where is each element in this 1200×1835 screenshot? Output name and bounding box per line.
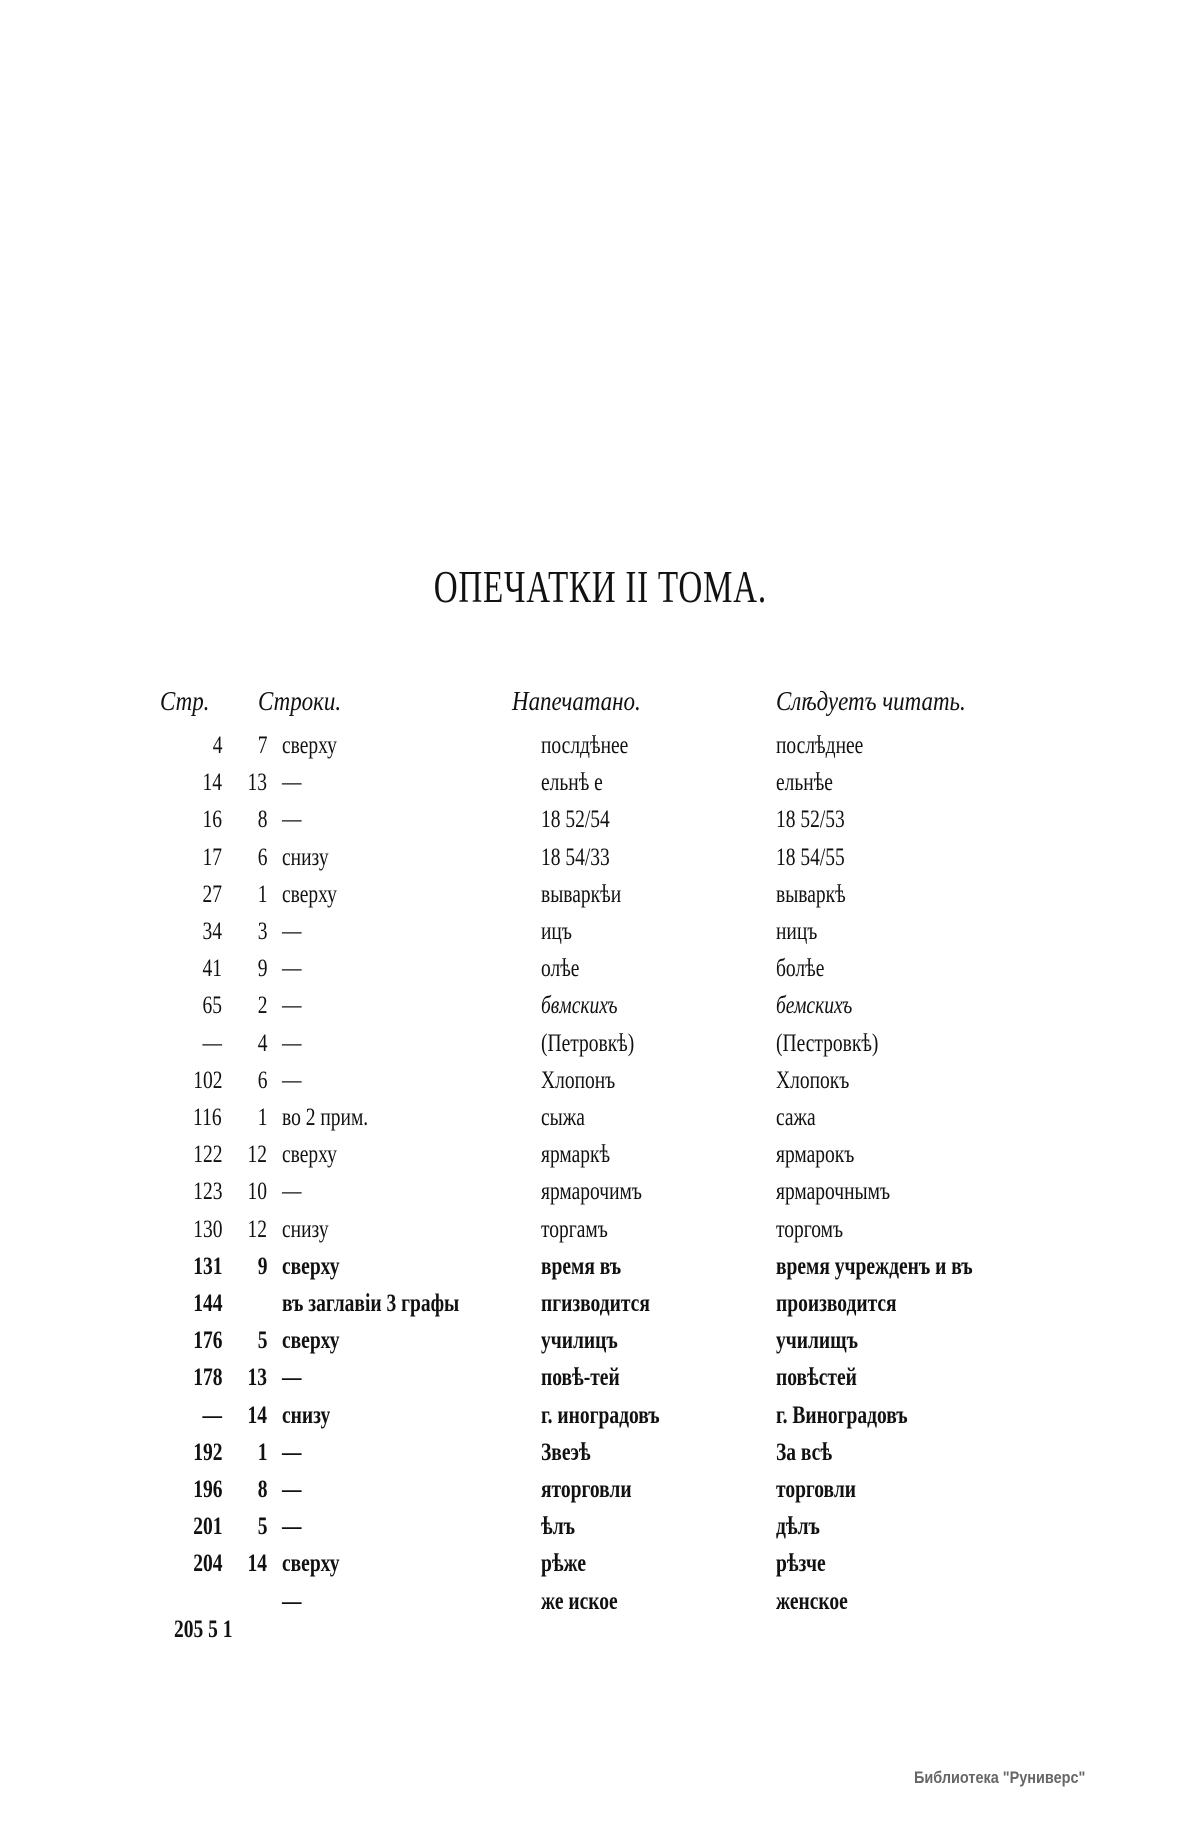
page-number: 144 <box>192 1290 222 1317</box>
correct-text: ярмарочнымъ <box>776 1178 891 1206</box>
printed-text: ярмарочимъ <box>541 1178 642 1206</box>
line-position: — <box>282 1513 302 1541</box>
page-number: 14 <box>202 769 222 797</box>
correct-text: сажа <box>776 1104 816 1131</box>
line-number: 6 <box>257 843 267 871</box>
table-row <box>0 769 1200 806</box>
line-number: 1 <box>257 1438 267 1466</box>
correct-text: время учрежденъ и въ <box>776 1252 973 1280</box>
page-number: 65 <box>202 992 222 1020</box>
printed-text: ельнѣ е <box>541 769 603 797</box>
line-position: — <box>282 1029 302 1057</box>
table-row <box>0 806 1200 843</box>
line-number: 8 <box>257 1476 267 1503</box>
correct-text: ярмарокъ <box>776 1141 855 1169</box>
line-number: 13 <box>247 769 267 797</box>
line-position: — <box>282 1178 302 1206</box>
table-row <box>0 1030 1200 1067</box>
page-number: — <box>202 1029 222 1057</box>
table-row <box>0 1327 1200 1364</box>
table-row <box>0 1178 1200 1215</box>
printed-text: Звеэѣ <box>541 1438 591 1466</box>
page-title: ОПЕЧАТКИ II ТОМА. <box>433 561 767 612</box>
correct-text: болѣе <box>776 955 825 983</box>
line-position: сверху <box>282 1141 337 1169</box>
page-number: 131 <box>192 1252 222 1280</box>
line-position: — <box>282 955 302 983</box>
table-row <box>0 1513 1200 1550</box>
line-number: 5 <box>257 1327 267 1355</box>
correct-text: 18 52/53 <box>776 806 845 834</box>
correct-text: торгомъ <box>776 1215 844 1243</box>
header-printed: Напечатано. <box>512 686 641 716</box>
table-row <box>0 1476 1200 1513</box>
page-number: 116 <box>193 1104 222 1131</box>
header-lines: Строки. <box>258 686 342 716</box>
line-number: 6 <box>257 1066 267 1094</box>
line-position: сверху <box>282 1550 340 1578</box>
printed-text: яторговли <box>541 1476 632 1503</box>
page-number: 196 <box>192 1476 222 1503</box>
page-number: 178 <box>192 1364 222 1392</box>
correct-text: г. Виноградовъ <box>776 1401 908 1429</box>
line-position: во 2 прим. <box>282 1104 369 1131</box>
correct-text: ницъ <box>776 918 818 945</box>
printed-text: пгизводится <box>541 1290 650 1317</box>
line-number: 10 <box>247 1178 267 1206</box>
correct-text: дѣлъ <box>776 1513 820 1541</box>
table-row <box>0 1290 1200 1327</box>
correct-text: торговли <box>776 1476 857 1503</box>
line-number: 3 <box>257 918 267 945</box>
correct-text: женское <box>776 1587 848 1615</box>
table-row <box>0 1364 1200 1401</box>
printed-text: (Петровкѣ) <box>541 1029 635 1057</box>
line-number: 5 <box>257 1513 267 1541</box>
printed-text: ѣлъ <box>541 1513 576 1541</box>
line-position: снизу <box>282 1401 331 1429</box>
table-row <box>0 1216 1200 1253</box>
line-position: — <box>282 1476 302 1503</box>
line-position: сверху <box>282 732 337 759</box>
line-number: 1 <box>257 880 267 908</box>
page-number: 102 <box>192 1066 222 1094</box>
line-number: 14 <box>247 1550 267 1578</box>
line-number: 12 <box>247 1215 267 1243</box>
printed-text: ярмаркѣ <box>541 1141 611 1169</box>
printed-text: училицъ <box>541 1327 618 1355</box>
printed-text: рѣже <box>541 1550 587 1578</box>
page-number: — <box>202 1401 222 1429</box>
printed-text: вываркѣи <box>541 880 622 908</box>
page-number: 201 <box>192 1513 222 1541</box>
page-number: 122 <box>192 1141 222 1169</box>
page-number: 204 <box>192 1550 222 1578</box>
table-row <box>0 1104 1200 1141</box>
line-number: 2 <box>257 992 267 1020</box>
line-number: 9 <box>257 955 267 983</box>
watermark: Библиотека "Руниверс" <box>914 1768 1086 1787</box>
correct-text: 18 54/55 <box>776 843 845 871</box>
line-position: снизу <box>282 843 329 871</box>
table-row <box>0 1253 1200 1290</box>
page-number: 17 <box>202 843 222 871</box>
line-position: — <box>282 806 302 834</box>
table-row <box>0 1550 1200 1587</box>
correct-text: бемскихъ <box>776 992 853 1020</box>
line-position: — <box>282 769 302 797</box>
table-row <box>0 992 1200 1029</box>
printed-text: торгамъ <box>541 1215 608 1243</box>
page-number: 192 <box>192 1438 222 1466</box>
line-number: 7 <box>257 732 267 759</box>
line-number: 14 <box>247 1401 267 1429</box>
line-position: сверху <box>282 880 337 908</box>
line-number: 8 <box>257 806 267 834</box>
page-number: 34 <box>202 918 222 945</box>
table-row <box>0 732 1200 769</box>
line-position: сверху <box>282 1327 340 1355</box>
printed-text: г. иноградовъ <box>541 1401 660 1429</box>
printed-text: ицъ <box>541 918 572 945</box>
line-number: 1 <box>257 1104 267 1131</box>
line-number: 4 <box>257 1029 267 1057</box>
line-number: 13 <box>247 1364 267 1392</box>
table-row <box>0 1067 1200 1104</box>
line-position: — <box>282 1364 302 1392</box>
printed-text: 18 54/33 <box>541 843 610 871</box>
correct-text: рѣзче <box>776 1550 826 1578</box>
correct-text: (Пестровкѣ) <box>776 1029 879 1057</box>
page-number: 130 <box>192 1215 222 1243</box>
printed-text: послдѣнее <box>541 732 629 759</box>
correct-text: вываркѣ <box>776 880 846 908</box>
line-position: — <box>282 1438 302 1466</box>
page-number: 16 <box>202 806 222 834</box>
page-number: 123 <box>192 1178 222 1206</box>
correct-text: Хлопокъ <box>776 1066 850 1094</box>
line-position: въ заглавіи 3 графы <box>282 1290 460 1317</box>
line-position: — <box>282 1587 302 1615</box>
table-row <box>0 1439 1200 1476</box>
line-position: — <box>282 1066 302 1094</box>
printed-text: сыжа <box>541 1104 585 1131</box>
last-line: 205 5 1 <box>174 1616 233 1643</box>
table-row <box>0 844 1200 881</box>
printed-text: олѣе <box>541 955 580 983</box>
header-page: Стр. <box>160 686 210 716</box>
page-number: 176 <box>192 1327 222 1355</box>
page-number: 27 <box>202 880 222 908</box>
printed-text: повѣ-тей <box>541 1364 620 1392</box>
correct-text: послѣднее <box>776 732 864 759</box>
line-number: 12 <box>247 1141 267 1169</box>
table-row <box>0 881 1200 918</box>
correct-text: производится <box>776 1290 897 1317</box>
table-row <box>0 955 1200 992</box>
printed-text: 18 52/54 <box>541 806 610 834</box>
page-number: 4 <box>212 732 222 759</box>
line-position: снизу <box>282 1215 329 1243</box>
table-row <box>0 1402 1200 1439</box>
table-row <box>0 1141 1200 1178</box>
correct-text: повѣстей <box>776 1364 857 1392</box>
table-row <box>0 918 1200 955</box>
correct-text: ельнѣе <box>776 769 833 797</box>
header-correct: Слѣдуетъ читать. <box>776 686 966 716</box>
line-position: — <box>282 918 302 945</box>
page-number: 41 <box>202 955 222 983</box>
correct-text: За всѣ <box>776 1438 833 1466</box>
printed-text: Хлопонъ <box>541 1066 616 1094</box>
printed-text: время въ <box>541 1252 622 1280</box>
line-number: 9 <box>257 1252 267 1280</box>
printed-text: же иское <box>541 1587 618 1615</box>
line-position: — <box>282 992 302 1020</box>
line-position: сверху <box>282 1252 340 1280</box>
correct-text: училищъ <box>776 1327 858 1355</box>
printed-text: бвмскихъ <box>541 992 618 1020</box>
